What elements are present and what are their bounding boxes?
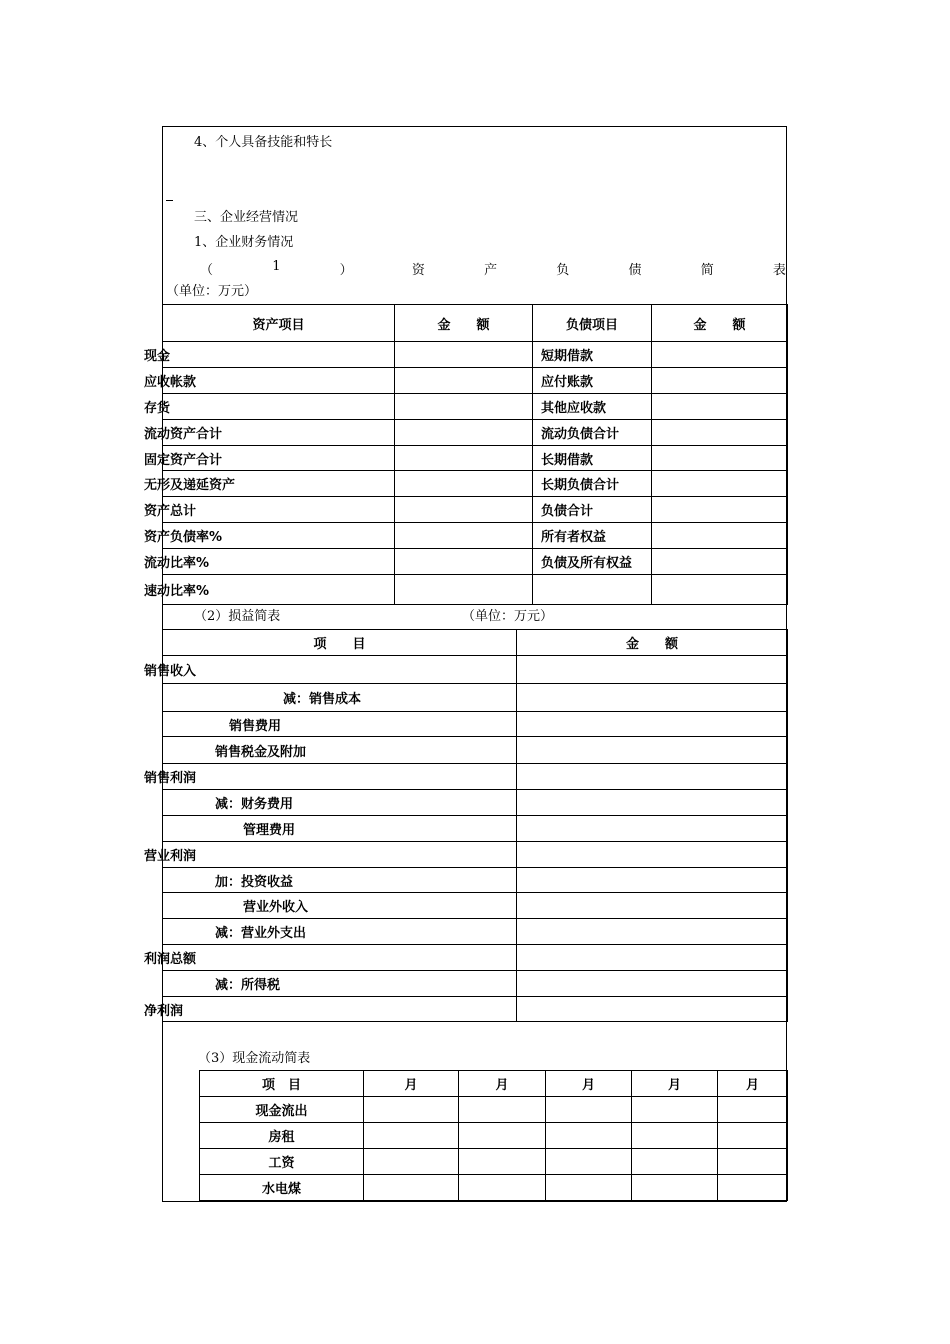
header-item: 项 目 — [200, 1071, 364, 1097]
income-item-label: 利润总额 — [144, 952, 197, 967]
table-row — [163, 394, 788, 420]
liability-label: 长期借款 — [533, 446, 652, 471]
liability-amount-cell[interactable] — [652, 368, 788, 394]
cashflow-cell[interactable] — [546, 1175, 632, 1201]
cashflow-item-label: 工资 — [200, 1149, 364, 1175]
liability-label — [533, 575, 652, 605]
section-4-title: 4、个人具备技能和特长 — [194, 135, 333, 150]
cashflow-cell[interactable] — [546, 1097, 632, 1123]
income-amount-cell[interactable] — [517, 997, 788, 1022]
balance-title-char: （ — [200, 263, 214, 278]
table-row — [163, 764, 788, 790]
cashflow-cell[interactable] — [459, 1149, 546, 1175]
cashflow-cell[interactable] — [459, 1097, 546, 1123]
income-item-label: 减：销售成本 — [163, 684, 517, 712]
asset-label: 资产负债率% — [144, 530, 223, 545]
liability-label: 负债及所有权益 — [533, 549, 652, 575]
balance-sheet-title — [200, 259, 786, 278]
table-row — [163, 737, 788, 764]
balance-title-char: ） — [339, 263, 353, 278]
asset-amount-cell[interactable] — [395, 446, 533, 471]
table-row — [163, 868, 788, 893]
cashflow-table — [199, 1070, 788, 1201]
table-row — [200, 1123, 788, 1149]
income-amount-cell[interactable] — [517, 764, 788, 790]
cashflow-cell[interactable] — [459, 1123, 546, 1149]
table-row — [200, 1175, 788, 1201]
cashflow-cell[interactable] — [364, 1175, 459, 1201]
asset-amount-cell[interactable] — [395, 549, 533, 575]
unit-label: （单位：万元） — [166, 284, 258, 299]
income-item-label: 净利润 — [144, 1003, 184, 1019]
income-amount-cell[interactable] — [517, 842, 788, 868]
table-row — [163, 656, 788, 684]
table-row — [163, 684, 788, 712]
table-row — [200, 1097, 788, 1123]
table-row — [163, 790, 788, 816]
income-item-label: 销售收入 — [144, 664, 197, 679]
asset-label: 应收帐款 — [144, 375, 197, 390]
table-row — [163, 945, 788, 971]
liability-amount-cell[interactable] — [652, 497, 788, 523]
asset-label: 存货 — [144, 401, 171, 416]
header-liability-item: 负债项目 — [533, 305, 652, 342]
income-amount-cell[interactable] — [517, 790, 788, 816]
cashflow-cell[interactable] — [546, 1123, 632, 1149]
liability-amount-cell[interactable] — [652, 342, 788, 368]
liability-amount-cell[interactable] — [652, 523, 788, 549]
header-month: 月 — [459, 1071, 546, 1097]
cashflow-cell[interactable] — [632, 1149, 718, 1175]
table-row — [163, 971, 788, 997]
table-row — [163, 497, 788, 523]
table-row — [163, 471, 788, 497]
income-item-label: 管理费用 — [163, 816, 517, 842]
income-amount-cell[interactable] — [517, 684, 788, 712]
asset-label: 流动资产合计 — [144, 427, 223, 442]
cashflow-cell[interactable] — [364, 1123, 459, 1149]
income-amount-cell[interactable] — [517, 893, 788, 919]
asset-label: 现金 — [144, 349, 171, 364]
cashflow-cell[interactable] — [546, 1149, 632, 1175]
asset-label: 无形及递延资产 — [144, 478, 236, 493]
asset-amount-cell[interactable] — [395, 394, 533, 420]
liability-label: 所有者权益 — [533, 523, 652, 549]
cashflow-cell[interactable] — [718, 1149, 788, 1175]
liability-label: 负债合计 — [533, 497, 652, 523]
income-item-label: 减：财务费用 — [163, 790, 517, 816]
liability-label: 应付账款 — [533, 368, 652, 394]
cashflow-cell[interactable] — [632, 1097, 718, 1123]
income-amount-cell[interactable] — [517, 945, 788, 971]
table-header-row — [163, 630, 788, 656]
table-row — [163, 368, 788, 394]
asset-label: 速动比率% — [144, 584, 210, 599]
income-amount-cell[interactable] — [517, 971, 788, 997]
table-row — [163, 997, 788, 1022]
asset-amount-cell[interactable] — [395, 342, 533, 368]
cashflow-title: （3）现金流动简表 — [198, 1051, 311, 1066]
finance-title: 1、企业财务情况 — [194, 235, 294, 250]
table-header-row — [200, 1071, 788, 1097]
header-month: 月 — [632, 1071, 718, 1097]
asset-amount-cell[interactable] — [395, 523, 533, 549]
income-amount-cell[interactable] — [517, 656, 788, 684]
balance-sheet-table — [144, 304, 788, 605]
asset-amount-cell[interactable] — [395, 368, 533, 394]
asset-amount-cell[interactable] — [395, 575, 533, 605]
table-row — [163, 549, 788, 575]
header-month: 月 — [546, 1071, 632, 1097]
table-row — [163, 712, 788, 737]
table-row — [163, 816, 788, 842]
header-amount: 金 额 — [517, 630, 788, 656]
income-item-label: 营业外收入 — [163, 893, 517, 919]
header-amount: 金 额 — [652, 305, 788, 342]
table-header-row — [163, 305, 788, 342]
income-item-label: 加：投资收益 — [163, 868, 517, 893]
income-unit: （单位：万元） — [462, 609, 554, 624]
income-amount-cell[interactable] — [517, 737, 788, 764]
income-item-label: 销售利润 — [144, 771, 197, 786]
cashflow-cell[interactable] — [632, 1175, 718, 1201]
liability-label: 其他应收款 — [533, 394, 652, 420]
cashflow-cell[interactable] — [459, 1175, 546, 1201]
liability-label: 流动负债合计 — [533, 420, 652, 446]
income-title: （2）损益简表 — [194, 609, 281, 624]
asset-label: 流动比率% — [144, 556, 210, 571]
asset-amount-cell[interactable] — [395, 497, 533, 523]
income-amount-cell[interactable] — [517, 919, 788, 945]
income-item-label: 销售费用 — [163, 712, 517, 737]
cashflow-cell[interactable] — [364, 1097, 459, 1123]
income-item-label: 销售税金及附加 — [163, 737, 517, 764]
cashflow-cell[interactable] — [718, 1175, 788, 1201]
section-3-title: 三、企业经营情况 — [194, 210, 299, 225]
liability-amount-cell[interactable] — [652, 446, 788, 471]
liability-amount-cell[interactable] — [652, 575, 788, 605]
header-month: 月 — [718, 1071, 788, 1097]
cashflow-cell[interactable] — [718, 1123, 788, 1149]
table-row — [163, 523, 788, 549]
cashflow-item-label: 水电煤 — [200, 1175, 364, 1201]
liability-label: 短期借款 — [533, 342, 652, 368]
asset-amount-cell[interactable] — [395, 471, 533, 497]
balance-title-char: 负 — [556, 263, 570, 278]
cashflow-cell[interactable] — [632, 1123, 718, 1149]
balance-title-char: 产 — [484, 263, 498, 278]
table-row — [163, 420, 788, 446]
liability-amount-cell[interactable] — [652, 549, 788, 575]
table-row — [163, 893, 788, 919]
header-month: 月 — [364, 1071, 459, 1097]
income-item-label: 减：营业外支出 — [163, 919, 517, 945]
liability-amount-cell[interactable] — [652, 420, 788, 446]
income-statement-table — [144, 629, 788, 1022]
balance-title-char: 债 — [628, 263, 642, 278]
income-amount-cell[interactable] — [517, 712, 788, 737]
header-asset-item: 资产项目 — [163, 305, 395, 342]
table-row — [163, 446, 788, 471]
income-item-label: 营业利润 — [144, 849, 197, 864]
income-item-label: 减：所得税 — [163, 971, 517, 997]
stray-mark — [166, 200, 173, 201]
income-amount-cell[interactable] — [517, 816, 788, 842]
asset-amount-cell[interactable] — [395, 420, 533, 446]
table-row — [163, 575, 788, 605]
liability-amount-cell[interactable] — [652, 394, 788, 420]
table-row — [163, 919, 788, 945]
balance-title-char: 表 — [772, 263, 786, 278]
income-amount-cell[interactable] — [517, 868, 788, 893]
cashflow-cell[interactable] — [718, 1097, 788, 1123]
liability-label: 长期负债合计 — [533, 471, 652, 497]
liability-amount-cell[interactable] — [652, 471, 788, 497]
cashflow-cell[interactable] — [364, 1149, 459, 1175]
balance-title-char: 1 — [272, 259, 281, 274]
table-row — [163, 842, 788, 868]
table-row — [200, 1149, 788, 1175]
table-row — [163, 342, 788, 368]
cashflow-item-label: 现金流出 — [200, 1097, 364, 1123]
balance-title-char: 资 — [411, 263, 425, 278]
header-item: 项 目 — [163, 630, 517, 656]
balance-title-char: 简 — [700, 263, 714, 278]
cashflow-item-label: 房租 — [200, 1123, 364, 1149]
asset-label: 固定资产合计 — [144, 452, 223, 468]
header-amount: 金 额 — [395, 305, 533, 342]
asset-label: 资产总计 — [144, 504, 197, 519]
